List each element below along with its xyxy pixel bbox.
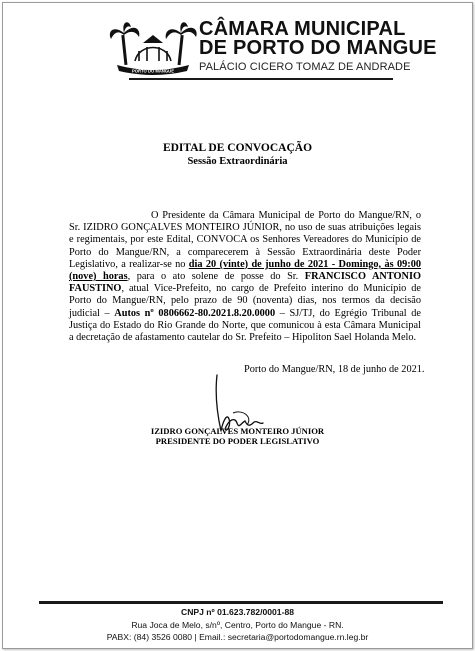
palace-name: PALÁCIO CICERO TOMAZ DE ANDRADE xyxy=(199,61,411,73)
signatory-name: IZIDRO GONÇALVES MONTEIRO JÚNIOR xyxy=(150,426,325,436)
notice-title: EDITAL DE CONVOCAÇÃO xyxy=(162,142,313,154)
svg-text:PORTO DO MANGUE: PORTO DO MANGUE xyxy=(131,68,175,74)
footer-contact: PABX: (84) 3526 0080 | Email.: secretaria@portodomangue.rn.leg.br xyxy=(106,632,369,642)
chamber-name xyxy=(199,20,437,58)
header-divider xyxy=(129,78,393,80)
footer-address: Rua Joca de Melo, s/nº, Centro, Porto do Mangue - RN. xyxy=(131,620,344,630)
body-text-4: – SJ/TJ, do Egrégio Tribunal de Justiça do Estado do Rio Grande do Norte, que comunicou à esta Câmara Municipal a decretação de afastamento cautelar do Sr. Prefeito – Hipoliton Sael Holanda Melo. xyxy=(69,307,421,344)
vice-mayor-name: FRANCISCO ANTONIO FAUSTINO xyxy=(69,271,421,295)
chamber-name-line1: CÂMARA MUNICIPAL xyxy=(199,18,406,40)
municipal-logo xyxy=(109,21,197,79)
footer-divider xyxy=(39,601,443,604)
document-page xyxy=(2,2,473,649)
session-date: dia 20 (vinte) de junho de 2021 - Domingo, às 09:00 (nove) horas xyxy=(69,258,421,283)
footer-cnpj: CNPJ nº 01.623.782/0001-88 xyxy=(180,607,295,617)
case-number: Autos nº 0806662-80.2021.8.20.0000 xyxy=(114,307,276,319)
body-text-3: , atual Vice-Prefeito, no cargo de Prefeito interino do Município de Porto do Mangue/RN, pelo prazo de 90 (noventa) dias, nos termos da decisão judicial – xyxy=(69,283,421,319)
body-text-1: O Presidente da Câmara Municipal de Porto do Mangue/RN, o Sr. IZIDRO GONÇALVES MONTEIRO JÚNIOR, no uso de suas atribuições legais e regimentais, por este Edital, CONVOCA os Senhores Vereadores do Município de Porto do Mangue/RN, a comparecerem à Sessão Extraordinária deste Poder Legislativo, a realizar-se no xyxy=(69,210,421,270)
body-text-2: , para o ato solene de posse do Sr. xyxy=(127,271,305,283)
signatory-role: PRESIDENTE DO PODER LEGISLATIVO xyxy=(155,436,320,446)
dateline: Porto do Mangue/RN, 18 de junho de 2021. xyxy=(244,364,425,375)
notice-body xyxy=(69,210,421,344)
chamber-name-line2: DE PORTO DO MANGUE xyxy=(199,37,437,59)
notice-subtitle: Sessão Extraordinária xyxy=(187,156,288,167)
